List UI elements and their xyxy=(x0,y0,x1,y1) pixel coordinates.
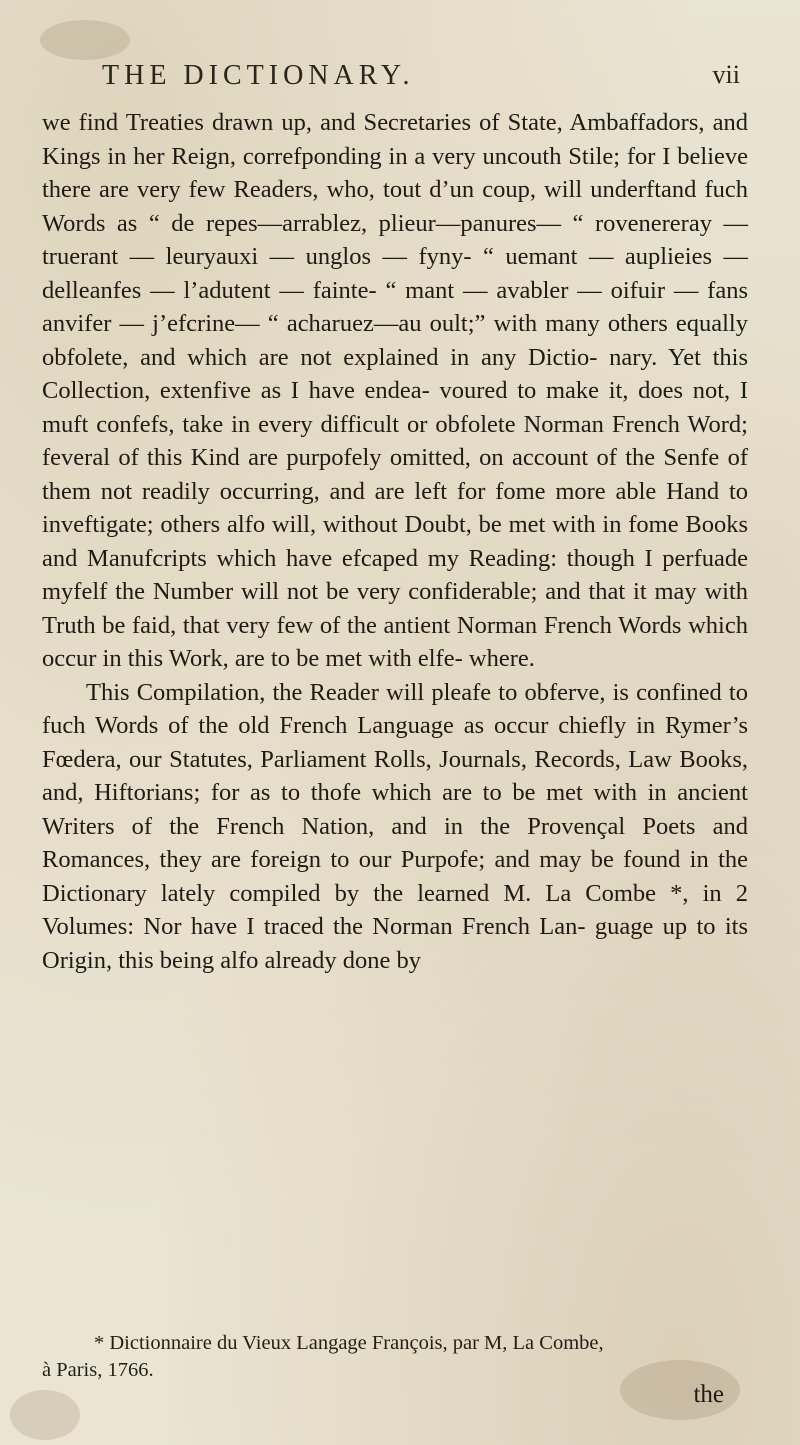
footnote xyxy=(42,1330,748,1384)
running-head xyxy=(20,60,740,100)
footnote-line: à Paris, 1766. xyxy=(42,1359,154,1381)
paragraph: we find Treaties drawn up, and Secretaries of State, Ambaffadors, and Kings in her Reign, correfponding in a very uncouth Stile; for I believe there are very few Readers, who, tout d’un coup, will underftand fuch Words as “ de repes—arrablez, plieur—panures— “ rovenereray — truerant — leuryauxi — unglos — fyny- “ uemant — auplieies — delleanfes — l’adutent — fainte- “ mant — avabler — oifuir — fans anvifer — j’efcrine— “ acharuez—au oult;” with many others equally obfolete, and which are not explained in any Dictio- nary. Yet this Collection, extenfive as I have endea- voured to make it, does not, I muft confefs, take in every difficult or obfolete Norman French Word; feveral of this Kind are purpofely omitted, on account of the Senfe of them not readily occurring, and are left for fome more able Hand to inveftigate; others alfo will, without Doubt, be met with in fome Books and Manufcripts which have efcaped my Reading: though I perfuade myfelf the Number will not be very confiderable; and that it may with Truth be faid, that very few of the antient Norman French Words which occur in this Work, are to be met with elfe- where. xyxy=(42,109,748,672)
page-number: vii xyxy=(712,60,740,89)
page-stain xyxy=(10,1390,80,1440)
page-stain xyxy=(40,20,130,60)
running-head-title: THE DICTIONARY. xyxy=(102,60,415,91)
catchword: the xyxy=(693,1381,724,1408)
footnote-line: * Dictionnaire du Vieux Langage François, par M, La Combe, xyxy=(94,1332,604,1354)
body-text xyxy=(42,106,748,977)
paragraph: This Compilation, the Reader will pleafe to obferve, is confined to fuch Words of the old French Language as occur chiefly in Rymer’s Fœdera, our Statutes, Parliament Rolls, Journals, Records, Law Books, and, Hiftorians; for as to thofe which are to be met with in ancient Writers of the French Nation, and in the Provençal Poets and Romances, they are foreign to our Purpofe; and may be found in the Dictionary lately compiled by the learned M. La Combe *, in 2 Volumes: Nor have I traced the Norman French Lan- guage up to its Origin, this being alfo already done by xyxy=(42,678,748,974)
